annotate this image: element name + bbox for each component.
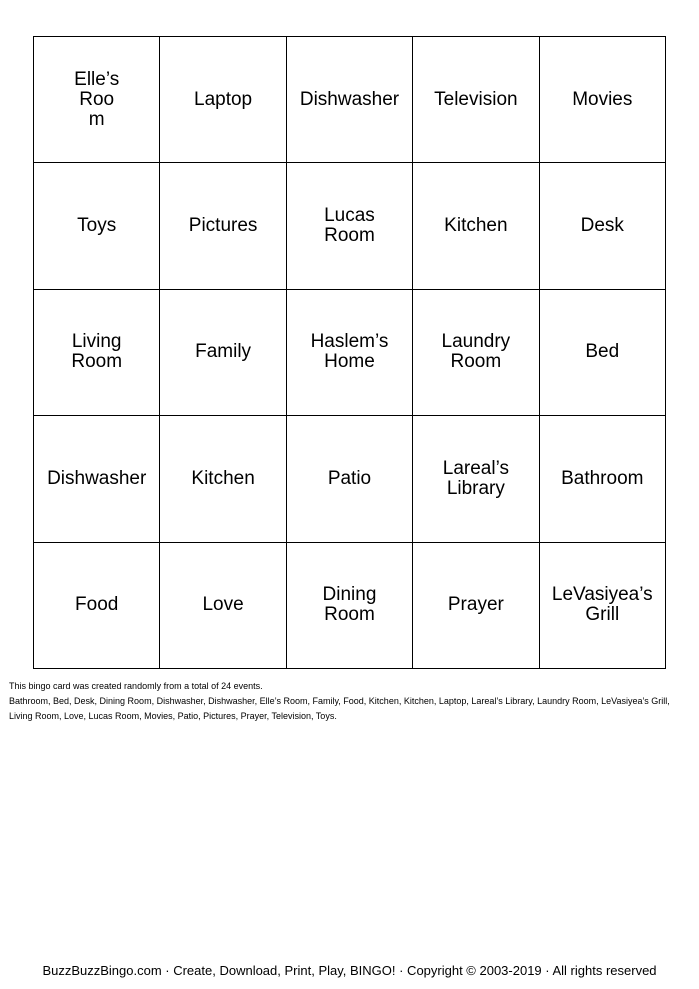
bingo-cell bbox=[286, 289, 412, 415]
bingo-cell-label: Desk bbox=[580, 215, 624, 237]
bingo-cell bbox=[286, 542, 412, 668]
footer-credits: BuzzBuzzBingo.com · Create, Download, Print, Play, BINGO! · Copyright © 2003-2019 · All rights reserved bbox=[42, 963, 657, 978]
bingo-cell bbox=[413, 542, 539, 668]
bingo-cell-label: Movies bbox=[572, 88, 633, 110]
bingo-cell-label: Laptop bbox=[194, 88, 253, 110]
bingo-cell-label: Dishwasher bbox=[47, 467, 147, 489]
bingo-cell-label: Bathroom bbox=[561, 467, 644, 489]
bingo-cell bbox=[160, 289, 286, 415]
bingo-cell bbox=[539, 542, 665, 668]
bingo-cell bbox=[413, 416, 539, 542]
bingo-cell-label: Prayer bbox=[447, 594, 504, 616]
bingo-cell-label: Lucas Room bbox=[324, 205, 375, 247]
bingo-row bbox=[34, 542, 666, 668]
bingo-cell-label: Television bbox=[434, 88, 518, 110]
bingo-cell-label: Toys bbox=[77, 215, 117, 237]
bingo-cell bbox=[160, 542, 286, 668]
card-info bbox=[9, 679, 689, 724]
bingo-cell bbox=[286, 37, 412, 163]
bingo-cell bbox=[160, 37, 286, 163]
created-note: This bingo card was created randomly from a total of 24 events. bbox=[9, 681, 263, 691]
bingo-cell bbox=[539, 163, 665, 289]
bingo-row bbox=[34, 37, 666, 163]
bingo-row bbox=[34, 163, 666, 289]
bingo-row bbox=[34, 416, 666, 542]
bingo-cell bbox=[413, 37, 539, 163]
bingo-cell bbox=[539, 289, 665, 415]
bingo-cell bbox=[286, 416, 412, 542]
bingo-cell bbox=[286, 163, 412, 289]
bingo-cell-label: Family bbox=[195, 341, 252, 363]
bingo-card-grid bbox=[33, 36, 666, 669]
bingo-cell-label: Patio bbox=[327, 467, 372, 489]
bingo-cell bbox=[34, 542, 160, 668]
bingo-cell-label: Pictures bbox=[188, 215, 258, 237]
bingo-cell bbox=[34, 37, 160, 163]
event-list: Bathroom, Bed, Desk, Dining Room, Dishwasher, Dishwasher, Elle’s Room, Family, Food, Kitchen, Kitchen, Laptop, Lareal’s Library, Laundry Room, LeVasiyea’s Grill, Living Room, Love, Lucas Room, Movies, Patio, Pictures, Prayer, Television, Toys. bbox=[9, 696, 670, 721]
bingo-cell-label: Love bbox=[202, 594, 244, 616]
bingo-cell bbox=[539, 416, 665, 542]
bingo-row bbox=[34, 289, 666, 415]
bingo-cell-label: Dishwasher bbox=[299, 88, 400, 110]
bingo-cell-label: Living Room bbox=[71, 331, 123, 373]
bingo-cell bbox=[34, 289, 160, 415]
bingo-cell bbox=[34, 163, 160, 289]
bingo-cell bbox=[160, 416, 286, 542]
bingo-cell-label: Haslem’s Home bbox=[310, 331, 389, 373]
bingo-cell-label: Bed bbox=[585, 341, 620, 363]
bingo-cell bbox=[539, 37, 665, 163]
bingo-cell bbox=[413, 163, 539, 289]
bingo-cell-label: Laundry Room bbox=[441, 331, 511, 373]
bingo-cell-label: Kitchen bbox=[444, 215, 508, 237]
bingo-cell bbox=[413, 289, 539, 415]
bingo-cell-label: Lareal’s Library bbox=[442, 457, 509, 499]
bingo-cell bbox=[160, 163, 286, 289]
bingo-cell bbox=[34, 416, 160, 542]
bingo-cell-label: LeVasiyea’s Grill bbox=[551, 584, 653, 626]
bingo-cell-label: Food bbox=[75, 594, 119, 616]
bingo-cell-label: Dining Room bbox=[322, 584, 377, 626]
bingo-cell-label: Kitchen bbox=[191, 467, 255, 489]
bingo-cell-label: Elle’s Room bbox=[74, 68, 120, 130]
